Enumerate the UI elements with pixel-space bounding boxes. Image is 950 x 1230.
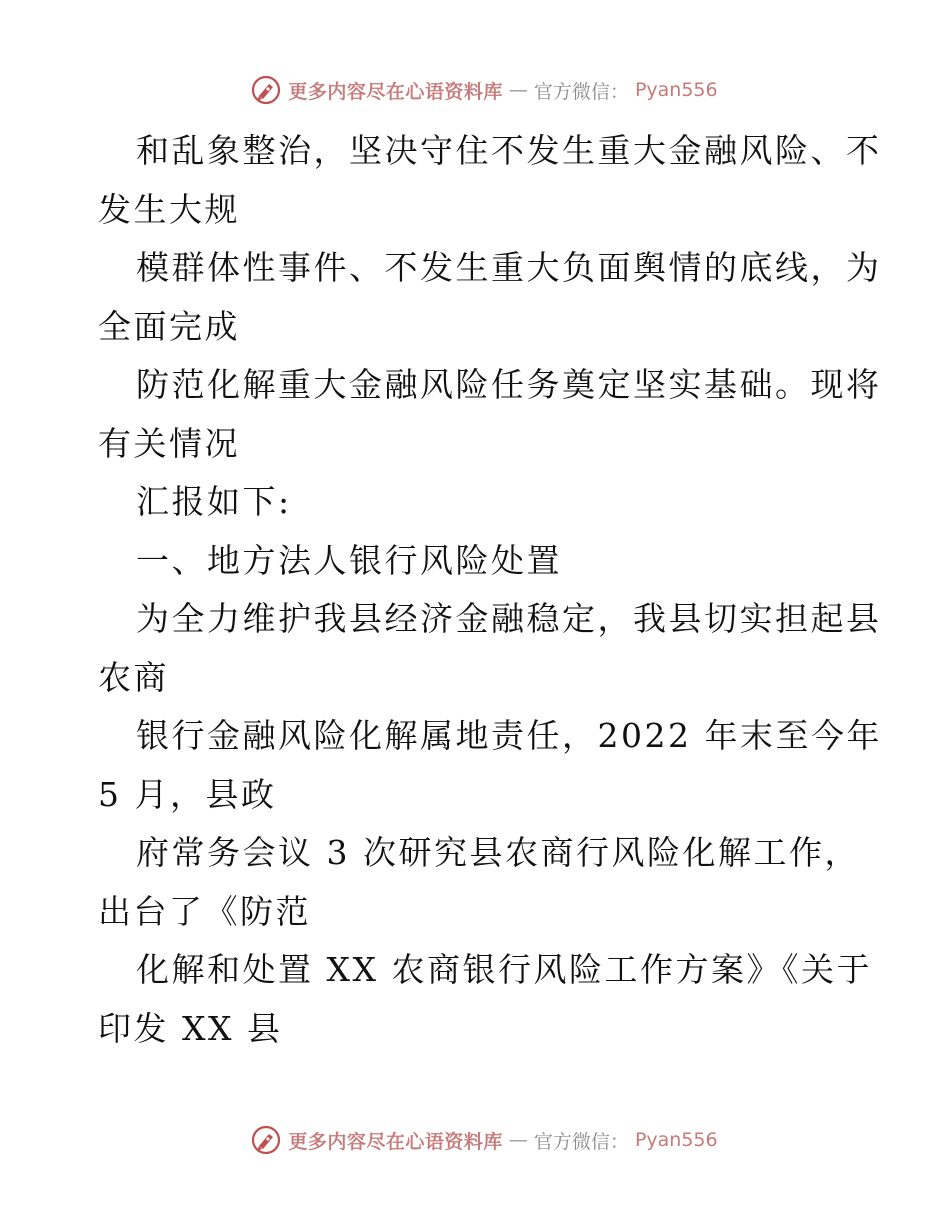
paragraph-line: 5 月，县政 <box>98 774 277 814</box>
paragraph-line: 化解和处置 XX 农商银行风险工作方案》《关于 <box>136 950 872 989</box>
paragraph-line: 模群体性事件、不发生重大负面舆情的底线，为 <box>136 248 882 287</box>
watermark-main-text: 更多内容尽在心语资料库 <box>288 1130 503 1153</box>
paragraph-line: 印发 XX 县 <box>98 1008 283 1048</box>
watermark-wechat-label: 官方微信： <box>533 80 629 103</box>
pen-nib-logo-icon <box>250 74 282 106</box>
watermark-main-text: 更多内容尽在心语资料库 <box>288 80 503 103</box>
paragraph-line: 府常务会议 3 次研究县农商行风险化解工作， <box>136 833 860 872</box>
watermark-wechat-id: Pyan556 <box>634 79 718 101</box>
document-body <box>98 122 882 1058</box>
paragraph-line: 有关情况 <box>98 423 240 463</box>
paragraph-line: 防范化解重大金融风险任务奠定坚实基础。现将 <box>136 365 882 404</box>
header-watermark <box>0 70 950 110</box>
watermark-wechat-label: 官方微信： <box>533 1130 629 1153</box>
paragraph-line: 发生大规 <box>98 189 240 229</box>
watermark-wechat-id: Pyan556 <box>634 1129 718 1151</box>
section-heading: 一、地方法人银行风险处置 <box>136 540 562 580</box>
paragraph-line: 为全力维护我县经济金融稳定，我县切实担起县 <box>136 599 882 638</box>
watermark-inner <box>250 1124 717 1156</box>
watermark-separator: — <box>508 1129 528 1151</box>
watermark-separator: — <box>508 79 528 101</box>
pen-nib-logo-icon <box>250 1124 282 1156</box>
footer-watermark <box>0 1120 950 1160</box>
paragraph-line: 农商 <box>98 657 169 697</box>
paragraph-line: 出台了《防范 <box>98 891 311 931</box>
paragraph-line: 全面完成 <box>98 306 240 346</box>
watermark-inner <box>250 74 717 106</box>
paragraph-line: 银行金融风险化解属地责任，2022 年末至今年 <box>136 716 882 755</box>
paragraph-line: 汇报如下: <box>136 482 292 521</box>
paragraph-line: 和乱象整治，坚决守住不发生重大金融风险、不 <box>136 131 882 170</box>
